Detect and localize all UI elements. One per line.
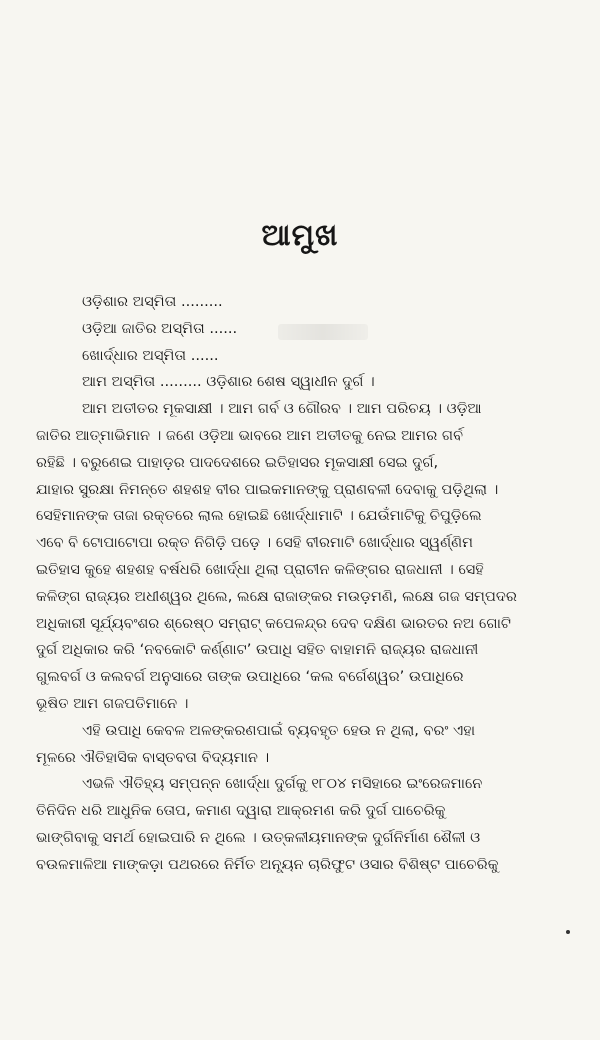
- text-line: ଓଡ଼ିଶାର ଅସ୍ମିତା .........: [82, 293, 223, 310]
- text-line: ଭୂଷିତ ଆମ ଗଜପତିମାନେ ।: [36, 694, 189, 712]
- page-title: ଆମୁଖ: [261, 218, 339, 253]
- text-line: ଜାତିର ଆତ୍ମାଭିମାନ । ଜଣେ ଓଡ଼ିଆ ଭାବରେ ଆମ ଅତୀତକୁ ନେଇ ଆମର ଗର୍ବ: [36, 426, 464, 444]
- text-line: ଭାଙ୍ଗିବାକୁ ସମର୍ଥ ହୋଇପାରି ନ ଥିଲେ । ଉତ୍କଳୀୟମାନଙ୍କ ଦୁର୍ଗନିର୍ମାଣ ଶୈଳୀ ଓ: [36, 828, 481, 846]
- text-line: ଏହି ଉପାଧି କେବଳ ଅଳଙ୍କରଣପାଇଁ ବ୍ୟବହୃତ ହେଉ ନ ଥିଲା, ବରଂ ଏହା: [82, 721, 476, 739]
- text-line: ତିନିଦିନ ଧରି ଆଧୁନିକ ତୋପ, କମାଣ ଦ୍ୱାରା ଆକ୍ରମଣ କରି ଦୁର୍ଗ ପାଚେରିକୁ: [36, 802, 446, 820]
- body-text: [36, 289, 576, 879]
- text-line: ବଉଳମାଳିଆ ମାଙ୍କଡ଼ା ପଥରରେ ନିର୍ମିତ ଅନ୍ୟୂନ ଚାରିଫୁଟ ଓସାର ବିଶିଷ୍ଟ ପାଚେରିକୁ: [36, 855, 499, 873]
- text-line: ଦୁର୍ଗ ଅଧିକାର କରି ‘ନବକୋଟି କର୍ଣ୍ଣାଟ’ ଉପାଧି ସହିତ ବାହାମନି ରାଜ୍ୟର ରାଜଧାନୀ: [36, 641, 479, 659]
- text-line: ଏଭଳି ଐତିହ୍ୟ ସମ୍ପନ୍ନ ଖୋର୍ଦ୍ଧା ଦୁର୍ଗକୁ ୧୮୦୪ ମସିହାରେ ଇଂରେଜମାନେ: [82, 775, 483, 793]
- text-line: ରହିଛି । ବରୁଣେଇ ପାହାଡ଼ର ପାଦଦେଶରେ ଇତିହାସର ମୂକସାକ୍ଷୀ ସେଇ ଦୁର୍ଗ,: [36, 453, 439, 471]
- text-line: କଳିଙ୍ଗ ରାଜ୍ୟର ଅଧୀଶ୍ୱର ଥିଲେ, ଲକ୍ଷେ ରାଜାଙ୍କର ମଉଡ଼ମଣି, ଲକ୍ଷେ ଗଜ ସମ୍ପଦର: [36, 587, 517, 605]
- text-line: ଆମ ଅତୀତର ମୂକସାକ୍ଷୀ । ଆମ ଗର୍ବ ଓ ଗୌରବ । ଆମ ପରିଚୟ । ଓଡ଼ିଆ: [82, 400, 482, 418]
- text-line: ଇତିହାସ କୁହେ ଶହଶହ ବର୍ଷଧରି ଖୋର୍ଦ୍ଧା ଥିଲା ପ୍ରାଚୀନ କଳିଙ୍ଗର ରାଜଧାନୀ । ସେହି: [36, 560, 484, 578]
- text-line: ସେହିମାନଙ୍କ ତାଜା ରକ୍ତରେ ଲାଲ ହୋଇଛି ଖୋର୍ଦ୍ଧାମାଟି । ଯେଉଁମାଟିକୁ ଚିପୁଡ଼ିଲେ: [36, 507, 482, 525]
- text-line: ଏବେ ବି ଟୋପାଟୋପା ରକ୍ତ ନିଗିଡ଼ି ପଡ଼େ । ସେହି ବୀରମାଟି ଖୋର୍ଦ୍ଧାର ସ୍ୱର୍ଣ୍ଣିମ: [36, 534, 474, 552]
- text-line: ଆମ ଅସ୍ମିତା ......... ଓଡ଼ିଶାର ଶେଷ ସ୍ୱାଧୀନ ଦୁର୍ଗ ।: [82, 373, 375, 391]
- text-line: ମୂଳରେ ଐତିହାସିକ ବାସ୍ତବତା ବିଦ୍ୟମାନ ।: [36, 748, 270, 766]
- text-line: ଓଡ଼ିଆ ଜାତିର ଅସ୍ମିତା ......: [82, 319, 238, 337]
- text-line: ଯାହାର ସୁରକ୍ଷା ନିମନ୍ତେ ଶହଶହ ବୀର ପାଇକମାନଙ୍କୁ ପ୍ରାଣବଳୀ ଦେବାକୁ ପଡ଼ିଥିଲା ।: [36, 480, 499, 498]
- text-line: ଗୁଲବର୍ଗ ଓ କଲବର୍ଗ ଅନୁସାରେ ତାଙ୍କ ଉପାଧିରେ ‘କଲ ବର୍ଗେଶ୍ୱର’ ଉପାଧିରେ: [36, 668, 464, 686]
- stray-dot: [566, 930, 570, 934]
- text-line: ଖୋର୍ଦ୍ଧାର ଅସ୍ମିତା ......: [82, 346, 219, 364]
- text-line: ଅଧିକାରୀ ସୂର୍ଯ୍ୟବଂଶର ଶ୍ରେଷ୍ଠ ସମ୍ରାଟ୍ କପେଳନ୍ଦ୍ର ଦେବ ଦକ୍ଷିଣ ଭାରତର ନଅ ଗୋଟି: [36, 614, 512, 632]
